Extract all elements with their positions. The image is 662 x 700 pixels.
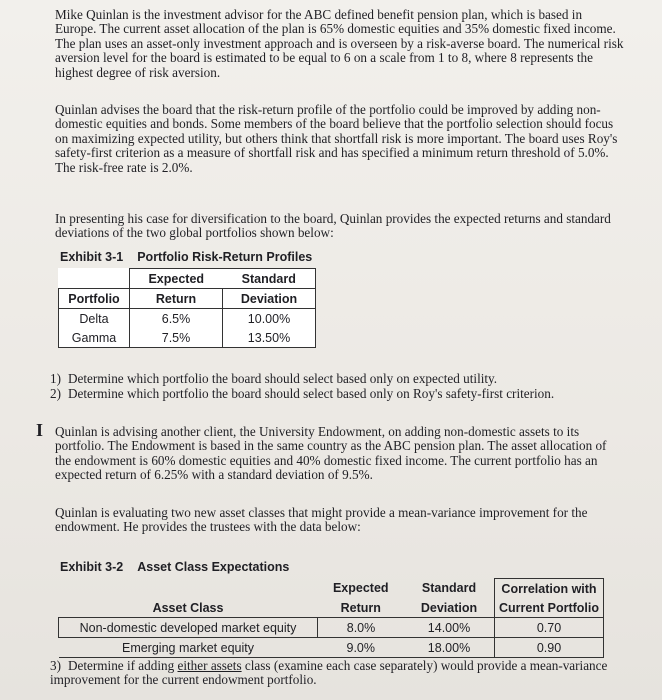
- paragraph-endowment: Quinlan is advising another client, the University Endowment, on adding non-domestic assets to its portfolio. The Endowment is based in the same country as the ABC pension plan. The asset allocation of the endowment is 60% domestic equities and 40% domestic fixed income. The current portfolio has an expected return of 6.25% with a standard deviation of 9.5%.: [55, 424, 607, 483]
- question-2: [50, 387, 554, 401]
- table-cell: 7.5%: [130, 328, 223, 348]
- text-cursor-icon: I: [36, 420, 44, 440]
- paragraph-asset-classes: Quinlan is evaluating two new asset classes that might provide a mean-variance improvement for the endowment. He provides the trustees with the data below:: [55, 505, 588, 535]
- table-row: [59, 309, 316, 329]
- table-cell: Delta: [59, 309, 130, 329]
- paragraph-board-views: Quinlan advises the board that the risk-return profile of the portfolio could be improved by adding non-domestic equities and bonds. Some members of the board believe that the portfolio selection should focus on maximizing expected utility, but others think that shortfall risk is more important. The board uses Roy's safety-first criterion as a measure of shortfall risk and has specified a minimum return threshold of 5.0%. The risk-free rate is 2.0%.: [55, 102, 618, 175]
- header-cell: Deviation: [223, 289, 316, 309]
- exhibit-3-1-table: [58, 268, 316, 348]
- exhibit-3-1-name: Portfolio Risk-Return Profiles: [137, 250, 313, 264]
- question-text-underlined: either assets: [177, 658, 242, 673]
- exhibit-3-1-title: [60, 250, 326, 264]
- table-header-row: [59, 579, 604, 599]
- header-cell: Correlation with: [495, 579, 604, 599]
- table-cell: 0.70: [495, 618, 604, 638]
- header-cell: Return: [130, 289, 223, 309]
- table-cell: 10.00%: [223, 309, 316, 329]
- question-text: Determine which portfolio the board should select based only on Roy's safety-first criterion.: [68, 386, 555, 401]
- exhibit-3-1-label: Exhibit 3-1: [60, 250, 124, 264]
- exhibit-3-2-table: [58, 578, 604, 658]
- table-header-row: [59, 598, 604, 618]
- header-cell: Expected: [130, 269, 223, 289]
- header-cell: Standard: [223, 269, 316, 289]
- question-number: 2): [50, 386, 61, 401]
- table-cell: 14.00%: [404, 618, 495, 638]
- question-number: 1): [50, 371, 61, 386]
- paragraph-pension-plan: Mike Quinlan is the investment advisor for the ABC defined benefit pension plan, which is based in Europe. The current asset allocation of the plan is 65% domestic equities and 35% domestic fixed income. The plan uses an asset-only investment approach and is overseen by a risk-averse board. The numerical risk aversion level for the board is estimated to be equal to 6 on a scale from 1 to 8, where 8 represents the highest degree of risk aversion.: [55, 7, 624, 80]
- header-cell: Standard: [421, 581, 477, 596]
- table-header-row: [59, 269, 316, 289]
- header-cell: Return: [318, 598, 405, 618]
- header-cell: Current Portfolio: [495, 598, 604, 618]
- table-cell: 18.00%: [404, 638, 495, 658]
- paragraph-diversification: In presenting his case for diversification to the board, Quinlan provides the expected returns and standard deviations of the two global portfolios shown below:: [55, 211, 611, 241]
- question-1: [50, 372, 497, 386]
- table-cell: Emerging market equity: [59, 638, 318, 658]
- question-text-post: class (examine each case separately) would provide a mean-variance improvement for the current endowment portfolio.: [50, 658, 608, 688]
- table-header-row: [59, 289, 316, 309]
- table-cell: Non-domestic developed market equity: [59, 618, 318, 638]
- header-cell: [59, 269, 130, 289]
- table-cell: 6.5%: [161, 311, 191, 326]
- exhibit-3-2-name: Asset Class Expectations: [137, 560, 290, 574]
- table-cell: Gamma: [59, 328, 130, 348]
- table-row: [59, 638, 604, 658]
- header-cell: Deviation: [404, 598, 495, 618]
- header-cell: Expected: [332, 581, 389, 596]
- question-3: [50, 659, 610, 688]
- header-cell: [59, 579, 318, 599]
- header-cell: Asset Class: [59, 598, 318, 618]
- exhibit-3-2-label: Exhibit 3-2: [60, 560, 124, 574]
- question-number: 3): [50, 658, 61, 673]
- question-text-pre: Determine if adding: [68, 658, 178, 673]
- table-row: [59, 328, 316, 348]
- table-cell: 9.0%: [318, 638, 405, 658]
- table-row: [59, 618, 604, 638]
- table-cell: 8.0%: [318, 618, 405, 638]
- exhibit-3-2-title: [60, 560, 303, 574]
- table-cell: 0.90: [495, 638, 604, 658]
- question-text: Determine which portfolio the board should select based only on expected utility.: [68, 371, 498, 386]
- header-cell: Portfolio: [59, 289, 130, 309]
- table-cell: 13.50%: [223, 328, 316, 348]
